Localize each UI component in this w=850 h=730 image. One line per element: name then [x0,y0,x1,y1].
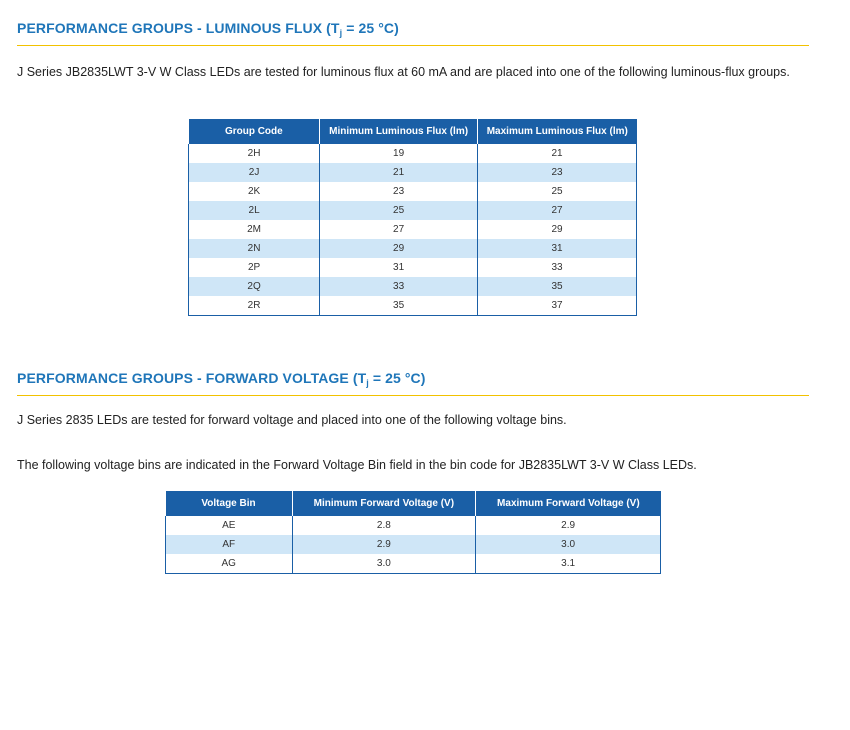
table-row [189,220,637,239]
table-cell: 2.9 [476,516,661,535]
table-cell: 2.9 [292,535,476,554]
table-cell: 35 [320,296,478,316]
table-cell: 25 [320,201,478,220]
table-cell: 23 [478,163,637,182]
table-cell: AG [166,554,293,574]
column-header: Minimum Forward Voltage (V) [292,491,476,516]
table-row [189,296,637,316]
table-cell: 27 [320,220,478,239]
table-cell: 2H [189,144,320,163]
table-cell: 3.0 [476,535,661,554]
voltage-bin-description: The following voltage bins are indicated in the Forward Voltage Bin field in the bin code for JB2835LWT 3-V W Class LEDs. [17,458,697,472]
table-cell: 29 [478,220,637,239]
table-row [189,277,637,296]
table-row [189,201,637,220]
table-cell: 33 [478,258,637,277]
table-cell: 2P [189,258,320,277]
table-cell: 2J [189,163,320,182]
table-cell: 2R [189,296,320,316]
table-row [189,182,637,201]
forward-voltage-table [165,491,661,574]
table-cell: 35 [478,277,637,296]
table-cell: 23 [320,182,478,201]
table-cell: 21 [320,163,478,182]
section-divider [17,395,809,396]
forward-voltage-description: J Series 2835 LEDs are tested for forward voltage and placed into one of the following voltage bins. [17,413,567,427]
table-cell: 25 [478,182,637,201]
table-cell: 2L [189,201,320,220]
table-cell: 2.8 [292,516,476,535]
table-cell: 33 [320,277,478,296]
table-header-row [166,491,661,516]
table-row [166,554,661,574]
column-header: Maximum Luminous Flux (lm) [478,119,637,144]
table-cell: 29 [320,239,478,258]
section-divider [17,45,809,46]
table-row [189,239,637,258]
table-row [189,163,637,182]
table-cell: 31 [478,239,637,258]
table-cell: 2Q [189,277,320,296]
table-row [189,144,637,163]
table-cell: 2N [189,239,320,258]
luminous-flux-table [188,119,637,316]
table-header-row [189,119,637,144]
table-cell: 27 [478,201,637,220]
table-cell: 37 [478,296,637,316]
table-cell: 31 [320,258,478,277]
table-cell: AF [166,535,293,554]
table-row [189,258,637,277]
table-cell: 3.0 [292,554,476,574]
luminous-flux-description: J Series JB2835LWT 3-V W Class LEDs are tested for luminous flux at 60 mA and are placed into one of the following luminous-flux groups. [17,65,790,79]
table-row [166,535,661,554]
column-header: Voltage Bin [166,491,293,516]
column-header: Minimum Luminous Flux (lm) [320,119,478,144]
table-cell: 21 [478,144,637,163]
column-header: Group Code [189,119,320,144]
table-row [166,516,661,535]
table-cell: 2K [189,182,320,201]
section-title-forward-voltage: PERFORMANCE GROUPS - FORWARD VOLTAGE ($T_j = 25$ °C) [17,370,426,388]
table-cell: 3.1 [476,554,661,574]
table-cell: 2M [189,220,320,239]
table-cell: 19 [320,144,478,163]
table-cell: AE [166,516,293,535]
section-title-luminous-flux: PERFORMANCE GROUPS - LUMINOUS FLUX ($T_j = 25$ °C) [17,20,399,38]
column-header: Maximum Forward Voltage (V) [476,491,661,516]
